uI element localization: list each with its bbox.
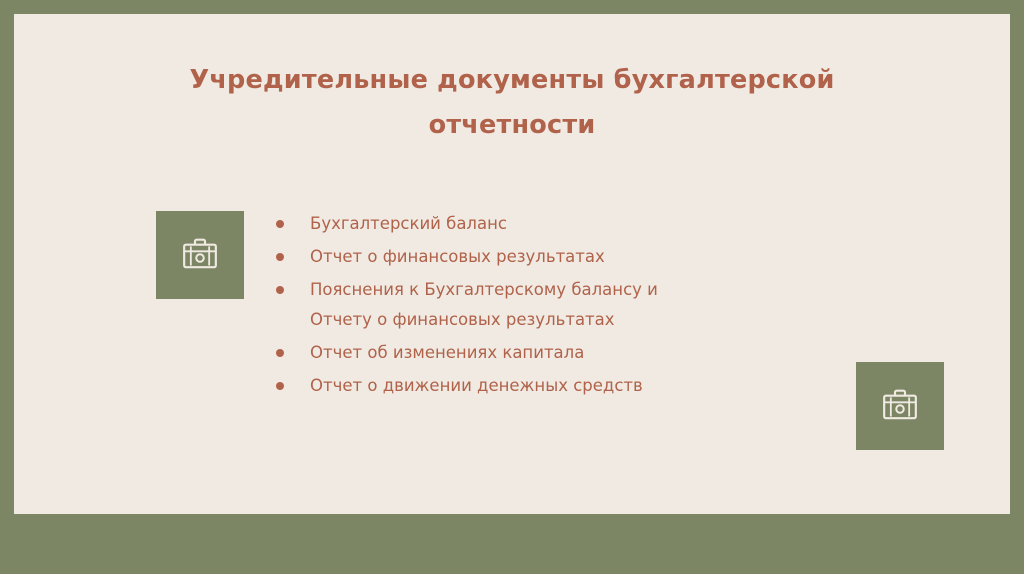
- list-item-label: Отчет о движении денежных средств: [310, 375, 643, 395]
- list-item-label: Бухгалтерский баланс: [310, 214, 507, 233]
- bullet-dot-icon: [276, 349, 284, 357]
- list-item: [276, 212, 916, 236]
- list-item: [276, 278, 916, 332]
- list-item-label: Отчет об изменениях капитала: [310, 342, 585, 362]
- list-item-label-wrap: [310, 278, 658, 332]
- bullet-dot-icon: [276, 382, 284, 390]
- bullet-dot-icon: [276, 253, 284, 261]
- bottom-band: [0, 514, 1024, 574]
- list-item-label-line2: Отчету о финансовых результатах: [310, 309, 615, 329]
- bullet-dot-icon: [276, 286, 284, 294]
- left-band: [0, 0, 14, 574]
- list-item: [276, 374, 916, 398]
- bullet-list: [276, 212, 916, 407]
- briefcase-icon-box-left: [156, 211, 244, 299]
- page-title: Учредительные документы бухгалтерской отчетности: [189, 65, 835, 141]
- list-item: [276, 245, 916, 269]
- list-item: [276, 341, 916, 365]
- bullet-dot-icon: [276, 220, 284, 228]
- top-band: [0, 0, 1024, 14]
- list-item-label: Отчет о финансовых результатах: [310, 246, 605, 266]
- briefcase-icon: [180, 233, 220, 277]
- list-item-label: Пояснения к Бухгалтерскому балансу и: [310, 279, 658, 299]
- right-band: [1010, 0, 1024, 574]
